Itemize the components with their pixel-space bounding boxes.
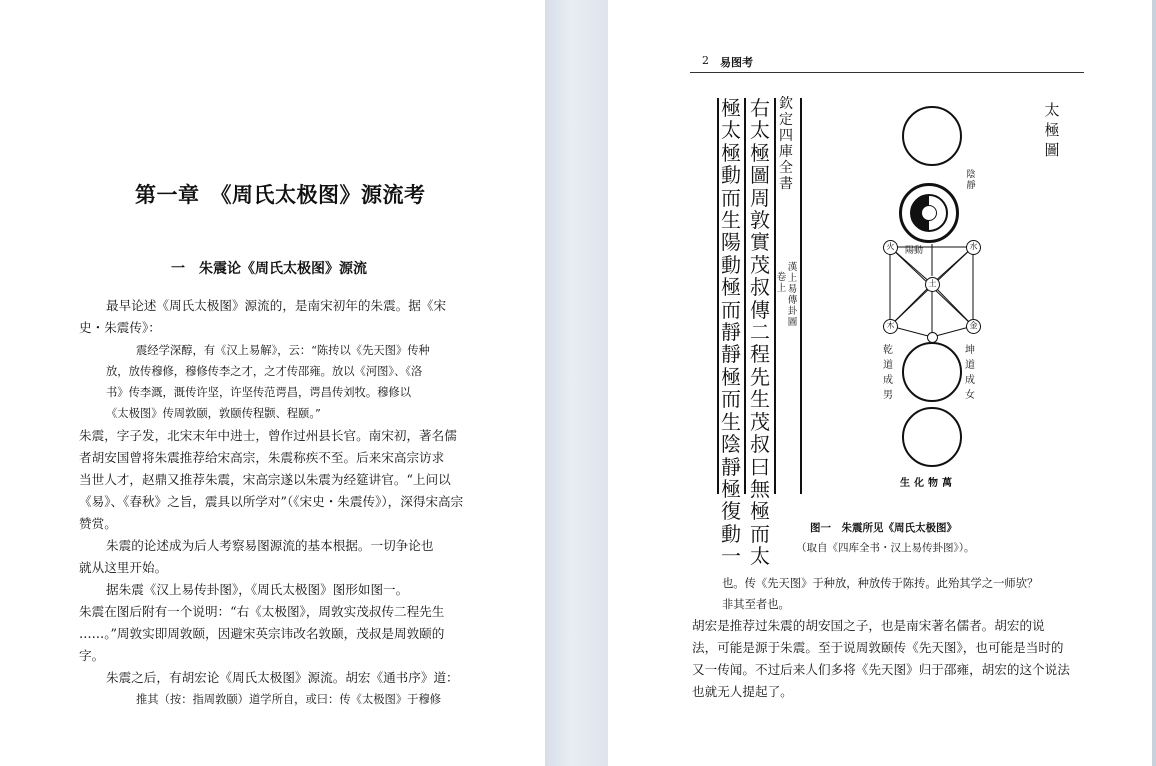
chapter-title: 第一章 《周氏太极图》源流考 bbox=[135, 182, 426, 207]
running-header: 易图考 bbox=[720, 56, 753, 69]
text-line: 也就无人提起了。 bbox=[692, 684, 793, 699]
label-qian: 乾道成男 bbox=[883, 345, 893, 401]
text-line: 朱震之后，有胡宏论《周氏太极图》源流。胡宏《通书序》道： bbox=[106, 670, 459, 685]
juan-label: 卷上 bbox=[776, 272, 787, 294]
node-water: 水 bbox=[966, 240, 981, 255]
figure-text-column: 極太極動而生陽動極而靜靜極而生陰靜極復動一 bbox=[721, 96, 741, 569]
text-line: 字。 bbox=[79, 648, 105, 663]
quote-line: 书》传李溉，溉传许坚，许坚传范谔昌，谔昌传刘牧。穆修以 bbox=[106, 386, 412, 399]
figure-caption: 图一 朱震所见《周氏太极图》 bbox=[810, 522, 957, 534]
label-yinjing: 陰靜 bbox=[966, 170, 976, 191]
text-line: 最早论述《周氏太极图》源流的，是南宋初年的朱震。据《宋 bbox=[106, 298, 447, 313]
label-kun: 坤道成女 bbox=[965, 345, 975, 401]
text-line: 就从这里开始。 bbox=[79, 560, 168, 575]
text-line: 者胡安国曾将朱震推荐给宋高宗，朱震称疾不至。后来宋高宗访求 bbox=[79, 450, 445, 465]
text-line: 据朱震《汉上易传卦图》，《周氏太极图》图形如图一。 bbox=[106, 582, 409, 597]
section-title: 一 朱震论《周氏太极图》源流 bbox=[171, 261, 367, 277]
text-line: 朱震在图后附有一个说明：“右《太极图》，周敦实茂叔传二程先生 bbox=[79, 604, 445, 619]
figure-source: （取自《四库全书・汉上易传卦图》）。 bbox=[796, 542, 975, 554]
node-earth: 土 bbox=[925, 277, 940, 292]
text-line: 赞赏。 bbox=[79, 516, 117, 531]
text-line: 史・朱震传》： bbox=[79, 320, 161, 335]
wanwu-circle bbox=[902, 407, 962, 467]
jiushang-label: 漢上易傳卦圖 bbox=[787, 262, 798, 328]
label-bottom: 萬物化生 bbox=[900, 478, 956, 489]
quote-line: 非其至者也。 bbox=[722, 598, 790, 611]
text-line: 朱震，字子发，北宋末年中进士，曾作过州县长官。南宋初，著名儒 bbox=[79, 428, 457, 443]
wuji-circle bbox=[902, 106, 962, 166]
diagram-title: 太極圖 bbox=[1044, 101, 1060, 159]
page-gutter bbox=[545, 0, 608, 766]
right-edge bbox=[1152, 0, 1156, 766]
text-line: 法，可能是源于朱震。至于说周敦颐传《先天图》，也可能是当时的 bbox=[692, 640, 1064, 655]
text-line: 朱震的论述成为后人考察易图源流的基本根据。一切争论也 bbox=[106, 538, 434, 553]
quote-line: 《太极图》传周敦颐，敦颐传程颢、程颐。” bbox=[106, 407, 321, 420]
figure-text-column: 右太極圖周敦實茂叔傳二程先生茂叔曰無極而太 bbox=[750, 96, 770, 569]
right-page bbox=[608, 0, 1156, 766]
label-yangdong: 陽動 bbox=[905, 246, 924, 256]
quote-line: 也。传《先天图》于种放，种放传于陈抟。此殆其学之一师欤？ bbox=[722, 577, 1039, 590]
node-metal: 金 bbox=[966, 319, 981, 334]
header-rule bbox=[690, 72, 1084, 73]
quote-line: 推其（按：指周敦颐）道学所自，或曰：传《太极图》于穆修 bbox=[136, 693, 442, 706]
text-line: 《易》、《春秋》之旨，震具以所学对”（《宋史・朱震传》），深得宋高宗 bbox=[79, 494, 464, 509]
text-line: 胡宏是推荐过朱震的胡安国之子，也是南宋著名儒者。胡宏的说 bbox=[692, 618, 1045, 633]
column-rule bbox=[744, 98, 746, 494]
quote-line: 放，放传穆修，穆修传李之才，之才传邵雍。放以《河图》、《洛 bbox=[106, 365, 423, 378]
siku-header: 欽定四庫全書 bbox=[779, 96, 793, 192]
quote-line: 震经学深醇，有《汉上易解》，云：“陈抟以《先天图》传种 bbox=[136, 344, 430, 357]
qiankun-circle bbox=[902, 342, 962, 402]
text-line: ……。”周敦实即周敦颐，因避宋英宗讳改名敦颐，茂叔是周敦颐的 bbox=[79, 626, 445, 641]
text-line: 又一传闻。不过后来人们多将《先天图》归于邵雍，胡宏的这个说法 bbox=[692, 662, 1070, 677]
node-wood: 木 bbox=[883, 319, 898, 334]
page-number: 2 bbox=[702, 54, 709, 67]
yinyang-center bbox=[921, 205, 937, 221]
left-page bbox=[0, 0, 545, 766]
column-rule bbox=[800, 98, 802, 494]
text-line: 当世人才，赵鼎又推荐朱震，宋高宗遂以朱震为经筵讲官。“上问以 bbox=[79, 472, 451, 487]
node-fire: 火 bbox=[883, 240, 898, 255]
